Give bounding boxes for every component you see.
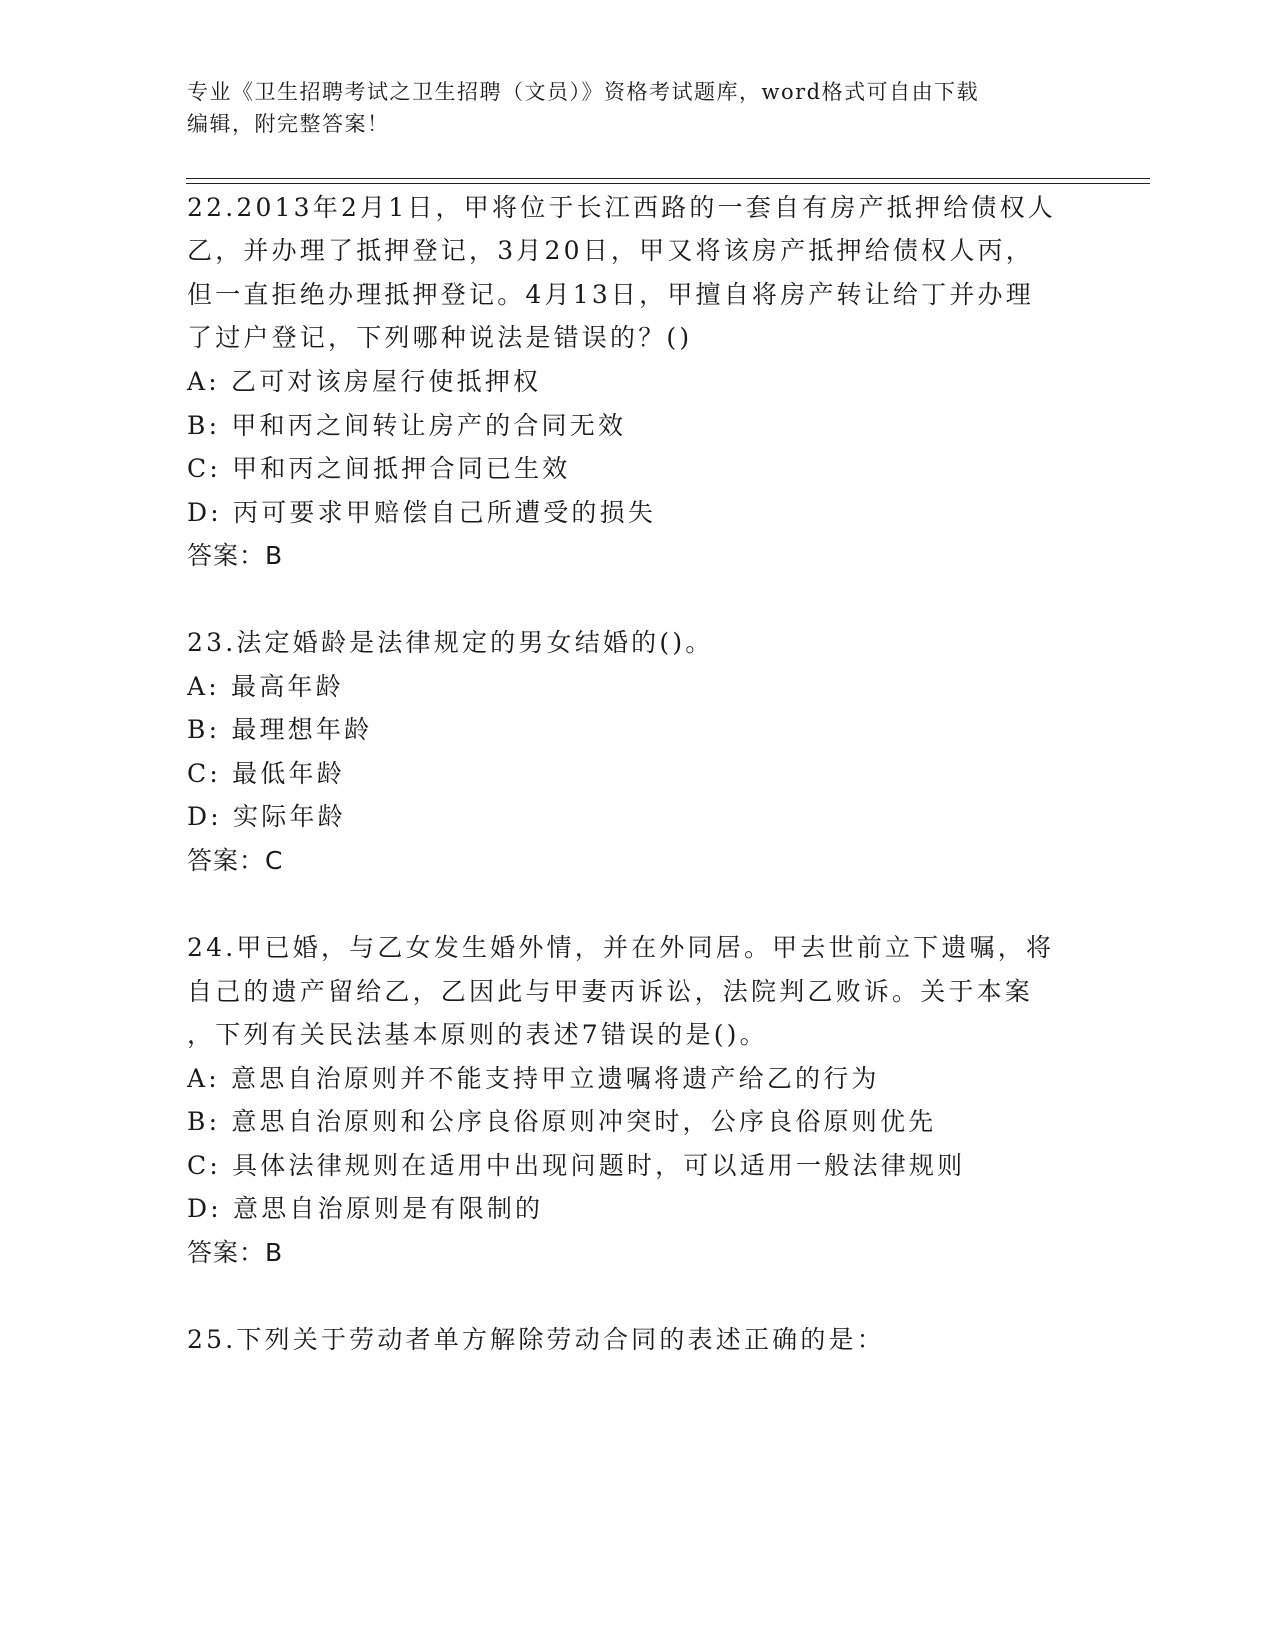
- question-24-option-c: C: 具体法律规则在适用中出现问题时，可以适用一般法律规则: [187, 1151, 966, 1180]
- question-22-option-d: D: 丙可要求甲赔偿自己所遭受的损失: [187, 498, 657, 527]
- question-24-answer: 答案：B: [187, 1238, 284, 1267]
- question-24-option-a: A: 意思自治原则并不能支持甲立遗嘱将遗产给乙的行为: [187, 1064, 880, 1093]
- question-24-stem-line-2: 自己的遗产留给乙，乙因此与甲妻丙诉讼，法院判乙败诉。关于本案: [187, 977, 1034, 1006]
- header-line-1: 专业《卫生招聘考试之卫生招聘（文员）》资格考试题库，word格式可自由下载: [187, 80, 980, 104]
- question-22-option-b: B: 甲和丙之间转让房产的合同无效: [187, 411, 627, 440]
- question-23-option-c: C: 最低年龄: [187, 759, 345, 788]
- document-header: [187, 76, 1087, 140]
- question-25-stem-line-1: 25.下列关于劳动者单方解除劳动合同的表述正确的是：: [187, 1325, 885, 1354]
- question-22-option-c: C: 甲和丙之间抵押合同已生效: [187, 454, 571, 483]
- question-22-stem-line-4: 了过户登记，下列哪种说法是错误的？(): [187, 323, 693, 352]
- header-divider-bottom: [186, 183, 1150, 184]
- question-22-stem-line-1: 22.2013年2月1日，甲将位于长江西路的一套自有房产抵押给债权人: [187, 193, 1056, 222]
- header-divider-top: [186, 178, 1150, 179]
- question-22-option-a: A: 乙可对该房屋行使抵押权: [187, 367, 542, 396]
- question-24-option-b: B: 意思自治原则和公序良俗原则冲突时，公序良俗原则优先: [187, 1107, 937, 1136]
- question-24-option-d: D: 意思自治原则是有限制的: [187, 1194, 544, 1223]
- question-24-stem-line-1: 24.甲已婚，与乙女发生婚外情，并在外同居。甲去世前立下遗嘱，将: [187, 933, 1055, 962]
- question-22-stem-line-2: 乙，并办理了抵押登记，3月20日，甲又将该房产抵押给债权人丙，: [187, 236, 1034, 265]
- question-23-answer: 答案：C: [187, 846, 284, 875]
- header-line-2: 编辑，附完整答案！: [187, 112, 390, 136]
- question-23-option-d: D: 实际年龄: [187, 802, 346, 831]
- question-24-stem-line-3: ，下列有关民法基本原则的表述7错误的是()。: [187, 1020, 768, 1049]
- question-23-option-b: B: 最理想年龄: [187, 715, 373, 744]
- question-23-option-a: A: 最高年龄: [187, 672, 344, 701]
- question-22-stem-line-3: 但一直拒绝办理抵押登记。4月13日，甲擅自将房产转让给丁并办理: [187, 280, 1034, 309]
- question-22-answer: 答案：B: [187, 541, 284, 570]
- question-23-stem-line-1: 23.法定婚龄是法律规定的男女结婚的()。: [187, 628, 714, 657]
